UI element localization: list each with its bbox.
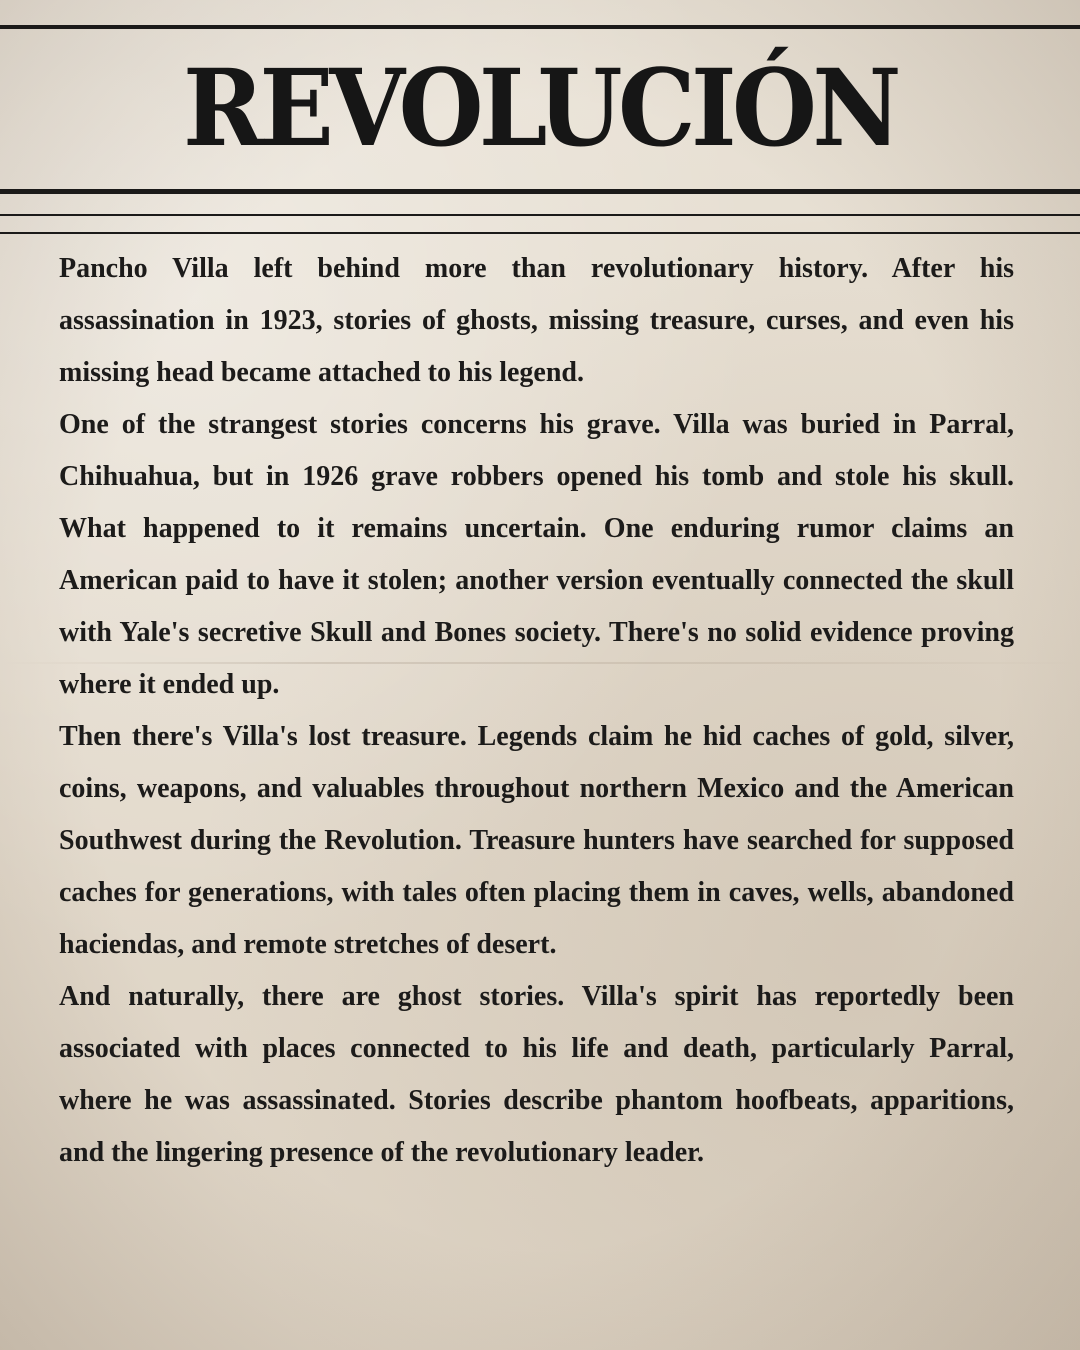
article-body [59, 243, 1014, 1179]
masthead-rule-bottom [0, 232, 1080, 234]
article-paragraph: Then there's Villa's lost treasure. Legends claim he hid caches of gold, silver, coins, weapons, and valuables throughout northern Mexico and the American Southwest during the Revolution. Treasure hunters have searched for supposed caches for generations, with tales often placing them in caves, wells, abandoned haciendas, and remote stretches of desert. [59, 721, 1014, 960]
masthead-rule-thick [0, 189, 1080, 194]
page-title: REVOLUCIÓN [183, 45, 897, 170]
masthead [0, 28, 1080, 188]
article-paragraph: One of the strangest stories concerns his grave. Villa was buried in Parral, Chihuahua, but in 1926 grave robbers opened his tomb and stole his skull. What happened to it remains uncertain. One enduring rumor claims an American paid to have it stolen; another version eventually connected the skull with Yale's secretive Skull and Bones society. There's no solid evidence proving where it ended up. [59, 409, 1014, 700]
article-paragraph: Pancho Villa left behind more than revolutionary history. After his assassination in 1923, stories of ghosts, missing treasure, curses, and even his missing head became attached to his legend. [59, 253, 1014, 388]
masthead-rule-thin [0, 214, 1080, 216]
article-paragraph: And naturally, there are ghost stories. Villa's spirit has reportedly been associated with places connected to his life and death, particularly Parral, where he was assassinated. Stories describe phantom hoofbeats, apparitions, and the lingering presence of the revolutionary leader. [59, 981, 1014, 1168]
